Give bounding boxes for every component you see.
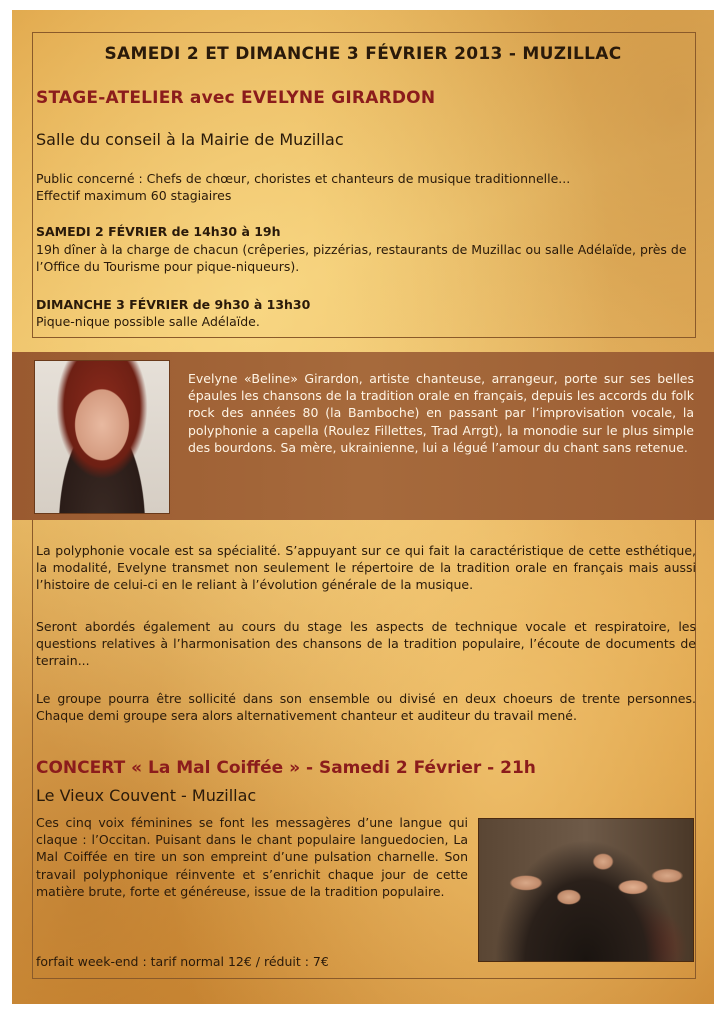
saturday-schedule-heading: SAMEDI 2 FÉVRIER de 14h30 à 19h	[36, 224, 281, 239]
capacity-line: Effectif maximum 60 stagiaires	[36, 188, 232, 203]
topics-paragraph: Seront abordés également au cours du stage les aspects de technique vocale et respiratoire, les questions relatives à l’harmonisation des chansons de la tradition populaire, l’écoute de documents de terrain...	[36, 619, 696, 669]
event-dates-headline: SAMEDI 2 ET DIMANCHE 3 FÉVRIER 2013 - MUZILLAC	[104, 44, 622, 64]
audience-info	[36, 170, 696, 204]
polyphony-paragraph: La polyphonie vocale est sa spécialité. S’appuyant sur ce qui fait la caractéristique de cette esthétique, la modalité, Evelyne transmet non seulement le répertoire de la tradition orale en français mais aussi l’histoire de celui-ci en le reliant à l’évolution générale de la musique.	[36, 543, 696, 593]
sunday-picnic-note: Pique-nique possible salle Adélaïde.	[36, 314, 260, 329]
concert-venue: Le Vieux Couvent - Muzillac	[36, 786, 257, 805]
sunday-schedule-heading: DIMANCHE 3 FÉVRIER de 9h30 à 13h30	[36, 297, 311, 312]
saturday-dinner-note: 19h dîner à la charge de chacun (crêperies, pizzérias, restaurants de Muzillac ou salle Adélaïde, près de l’Office du Tourisme pour pique-niqueurs).	[36, 242, 687, 274]
la-mal-coiffee-group-photo	[478, 818, 694, 962]
stage-venue: Salle du conseil à la Mairie de Muzillac	[36, 130, 344, 149]
flyer-page	[12, 10, 714, 1004]
concert-description: Ces cinq voix féminines se font les messagères d’une langue qui claque : l’Occitan. Puisant dans le chant populaire languedocien, La Mal Coiffée en tire un son empreint d’une pulsation charnelle. Son travail polyphonique réinvente et s’enrichit chaque jour de cette matière brute, forte et généreuse, issue de la tradition populaire.	[36, 815, 468, 899]
audience-line: Public concerné : Chefs de chœur, choristes et chanteurs de musique traditionnelle...	[36, 171, 571, 186]
group-paragraph: Le groupe pourra être sollicité dans son ensemble ou divisé en deux choeurs de trente personnes. Chaque demi groupe sera alors alternativement chanteur et auditeur du travail mené.	[36, 691, 696, 724]
concert-title: CONCERT « La Mal Coiffée » - Samedi 2 Février - 21h	[36, 758, 536, 778]
artist-biography: Evelyne «Beline» Girardon, artiste chanteuse, arrangeur, porte sur ses belles épaules les chansons de la tradition orale en français, depuis les accords du folk rock des années 80 (la Bamboche) en passant par l’improvisation vocale, la polyphonie a capella (Roulez Fillettes, Trad Arrgt), la monodie sur le plus simple des bourdons. Sa mère, ukrainienne, lui a légué l’amour du chant sans retenue.	[188, 371, 694, 455]
stage-title: STAGE-ATELIER avec EVELYNE GIRARDON	[36, 88, 436, 108]
evelyne-girardon-portrait	[34, 360, 170, 514]
price-info: forfait week-end : tarif normal 12€ / réduit : 7€	[36, 954, 329, 969]
